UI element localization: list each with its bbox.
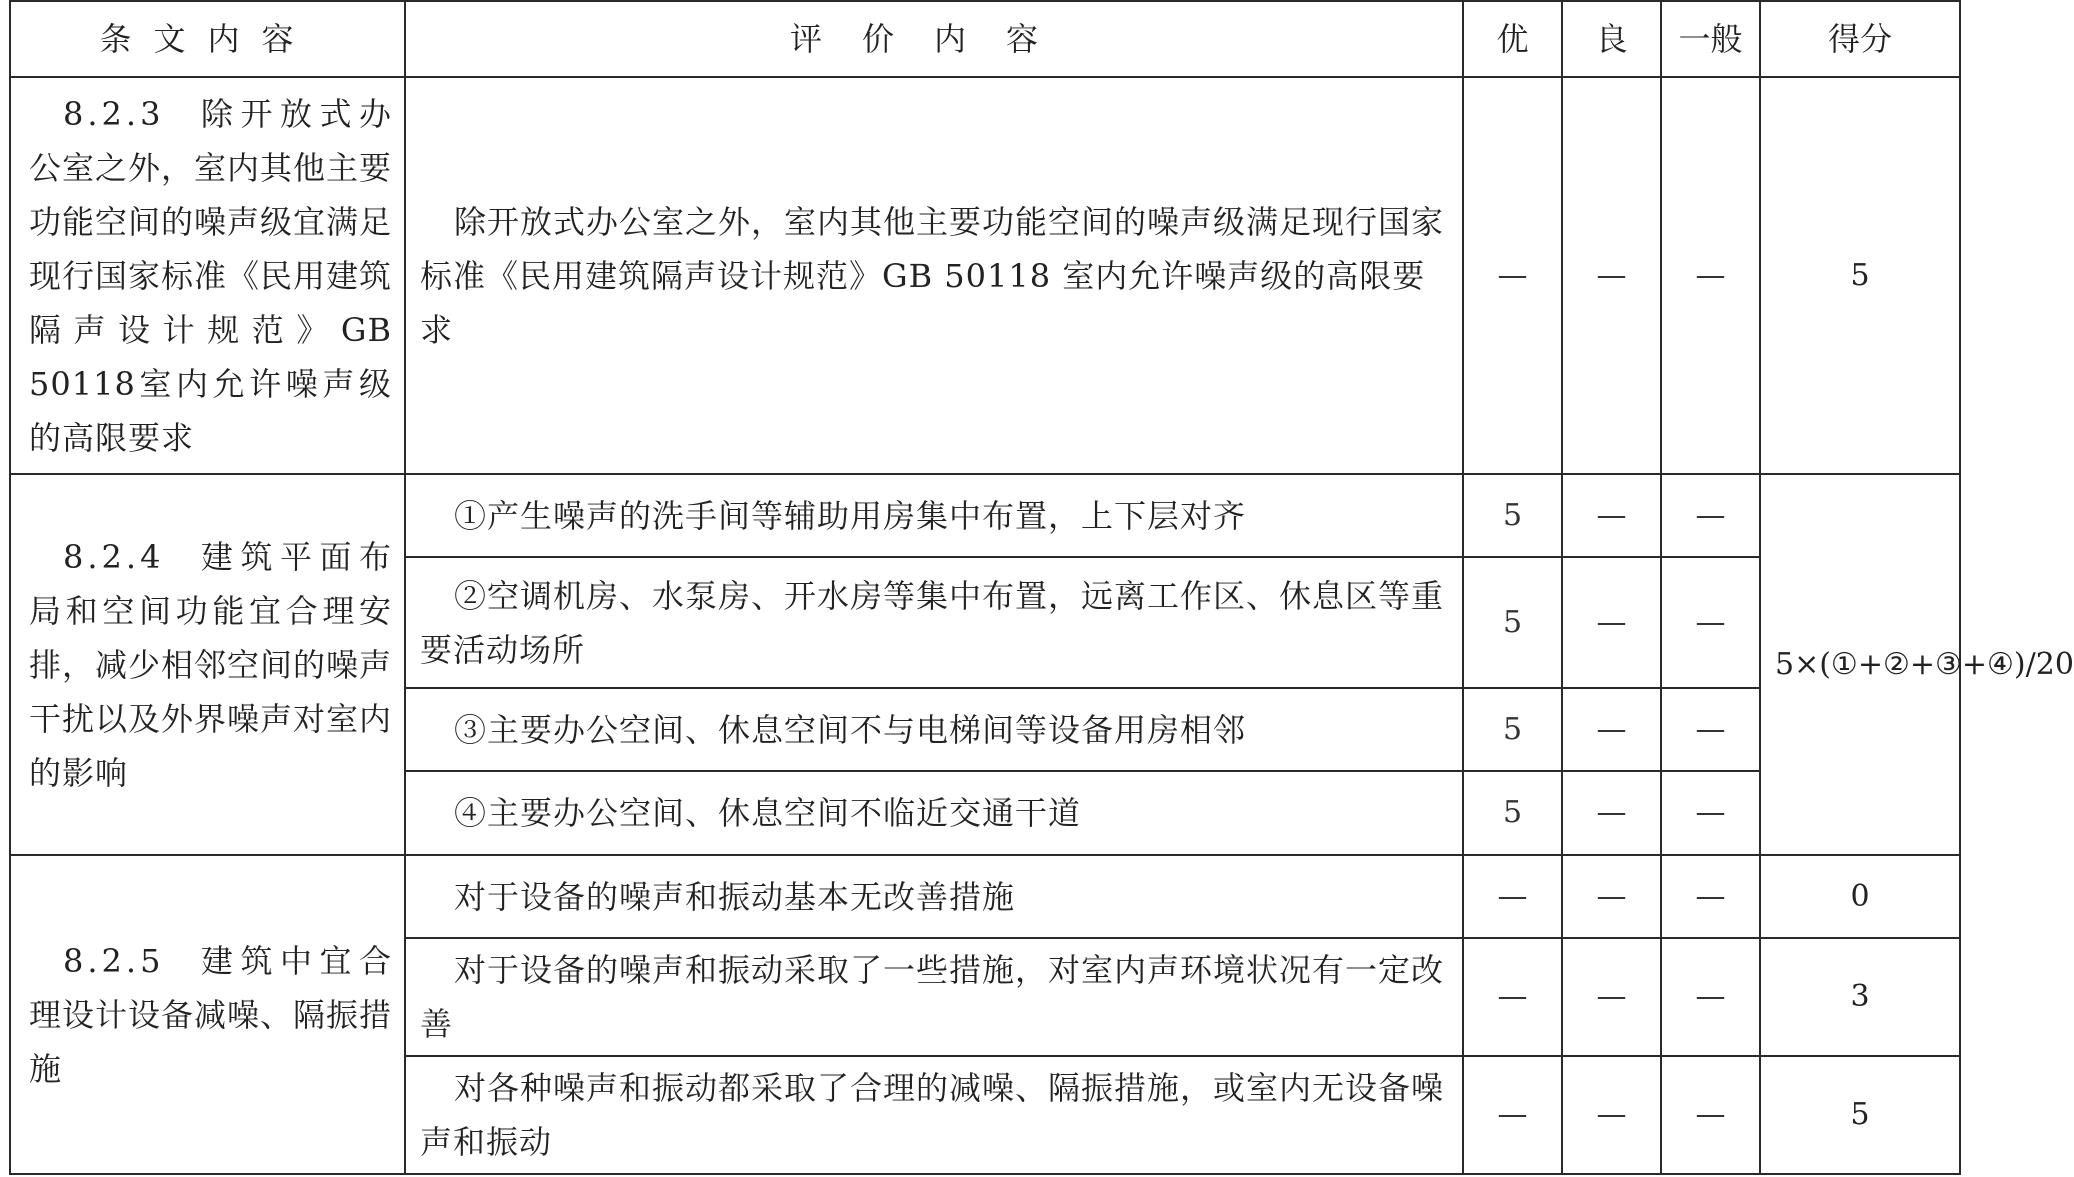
score-cell: 3 [1760,938,1960,1056]
general-cell: — [1661,938,1760,1056]
score-cell: 0 [1760,855,1960,938]
header-general: 一般 [1661,1,1760,77]
clause-text: 建筑平面布局和空间功能宜合理安排，减少相邻空间的噪声干扰以及外界噪声对室内的影响 [29,537,393,792]
content-cell: ②空调机房、水泵房、开水房等集中布置，远离工作区、休息区等重要活动场所 [405,557,1463,688]
header-content: 评价内容 [405,1,1463,77]
general-cell: — [1661,855,1760,938]
excellent-cell: 5 [1463,557,1562,688]
general-cell: — [1661,557,1760,688]
excellent-cell: 5 [1463,688,1562,771]
good-cell: — [1562,77,1661,474]
score-cell: 5 [1760,77,1960,474]
clause-text: 除开放式办公室之外，室内其他主要功能空间的噪声级宜满足现行国家标准《民用建筑隔声设计规范》GB 50118室内允许噪声级的高限要求 [29,94,393,457]
table-row [10,474,1960,557]
general-cell: — [1661,1056,1760,1174]
good-cell: — [1562,688,1661,771]
header-good: 良 [1562,1,1661,77]
excellent-cell: 5 [1463,771,1562,855]
excellent-cell: — [1463,77,1562,474]
clause-number: 8.2.3 [63,94,165,133]
content-cell: 对各种噪声和振动都采取了合理的减噪、隔振措施，或室内无设备噪声和振动 [405,1056,1463,1174]
good-cell: — [1562,1056,1661,1174]
good-cell: — [1562,557,1661,688]
excellent-cell: — [1463,1056,1562,1174]
good-cell: — [1562,938,1661,1056]
good-cell: — [1562,474,1661,557]
clause-number: 8.2.4 [63,537,165,576]
content-cell: ④主要办公空间、休息空间不临近交通干道 [405,771,1463,855]
general-cell: — [1661,474,1760,557]
table-row [10,77,1960,474]
content-cell: ①产生噪声的洗手间等辅助用房集中布置，上下层对齐 [405,474,1463,557]
general-cell: — [1661,688,1760,771]
table-row [10,855,1960,938]
header-excellent: 优 [1463,1,1562,77]
evaluation-table [9,0,2074,1175]
good-cell: — [1562,855,1661,938]
clause-cell-825 [10,855,405,1174]
clause-cell-824 [10,474,405,855]
evaluation-table-container [9,0,2074,1175]
general-cell: — [1661,771,1760,855]
general-cell: — [1661,77,1760,474]
header-score: 得分 [1760,1,1960,77]
clause-number: 8.2.5 [63,941,165,980]
header-row [10,1,1960,77]
excellent-cell: — [1463,855,1562,938]
clause-cell-823 [10,77,405,474]
good-cell: — [1562,771,1661,855]
header-clause: 条文内容 [10,1,405,77]
excellent-cell: — [1463,938,1562,1056]
score-cell: 5 [1760,1056,1960,1174]
excellent-cell: 5 [1463,474,1562,557]
clause-text: 建筑中宜合理设计设备减噪、隔振措施 [29,941,393,1088]
content-cell: 除开放式办公室之外，室内其他主要功能空间的噪声级满足现行国家标准《民用建筑隔声设计规范》GB 50118 室内允许噪声级的高限要求 [405,77,1463,474]
content-cell: ③主要办公空间、休息空间不与电梯间等设备用房相邻 [405,688,1463,771]
score-cell-formula: 5×(①+②+③+④)/20 [1760,474,1960,855]
content-cell: 对于设备的噪声和振动采取了一些措施，对室内声环境状况有一定改善 [405,938,1463,1056]
content-cell: 对于设备的噪声和振动基本无改善措施 [405,855,1463,938]
